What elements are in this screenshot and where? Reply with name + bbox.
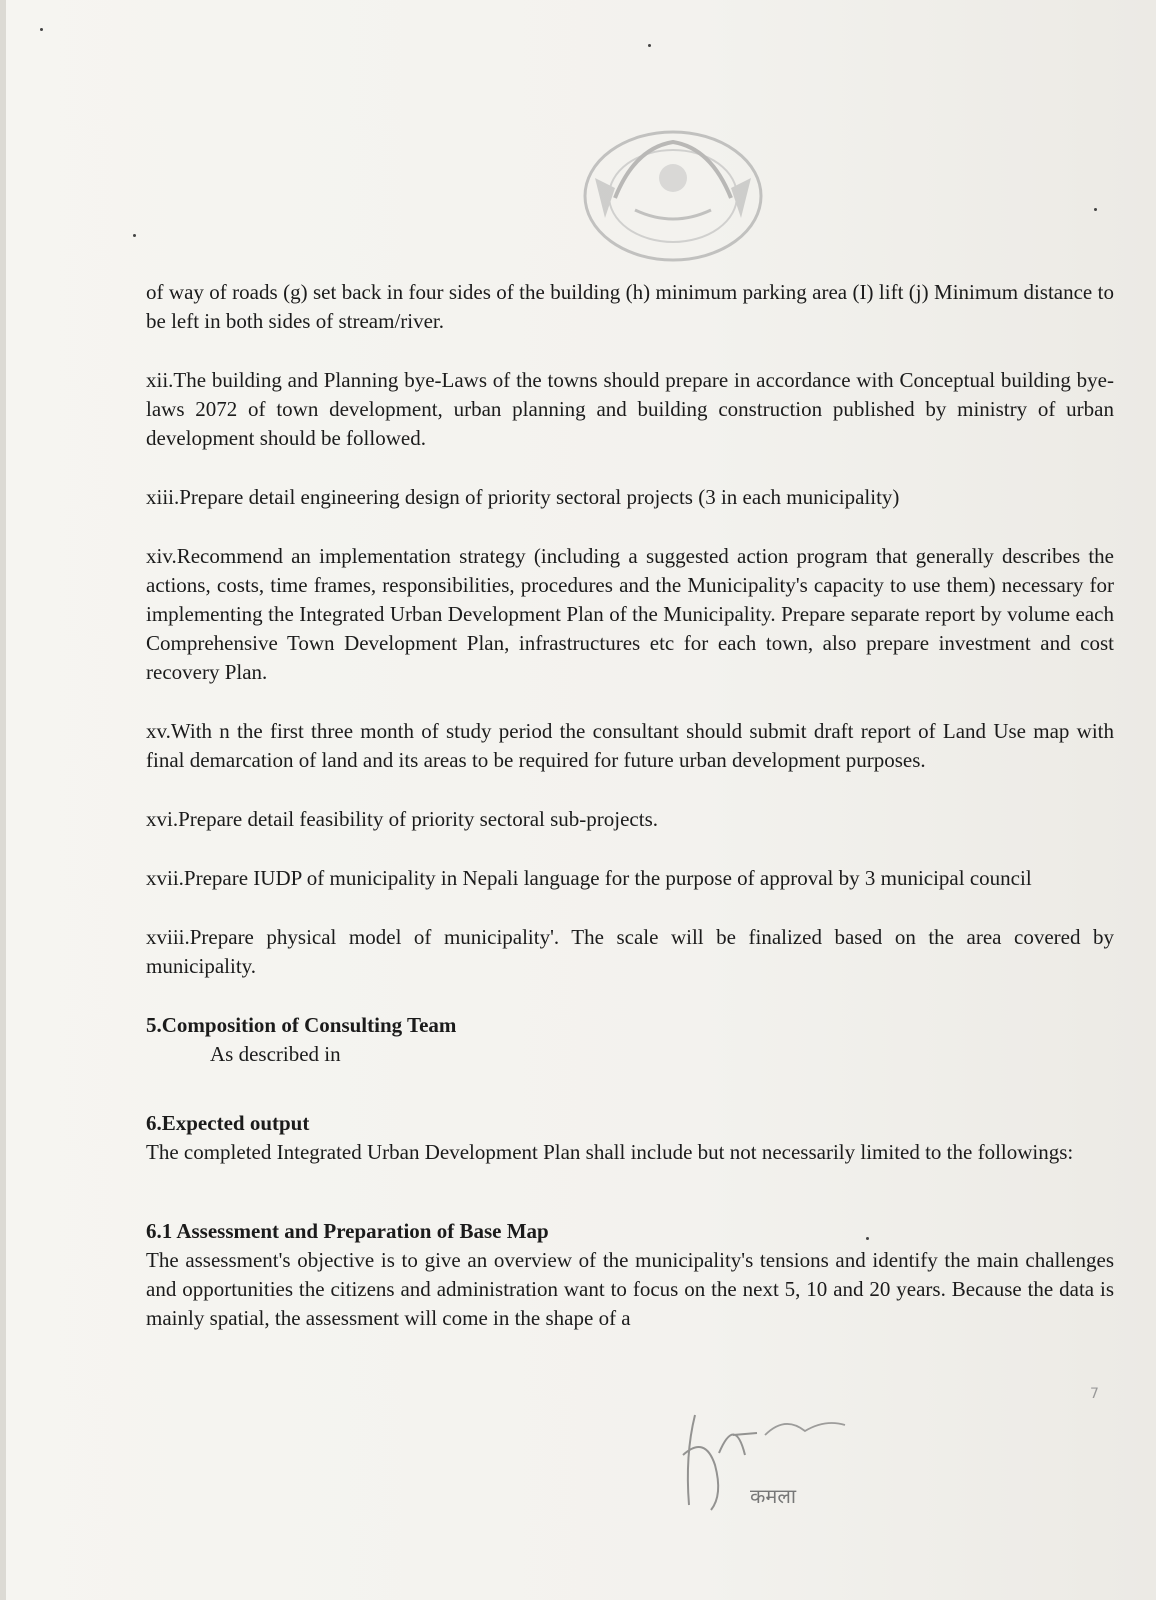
speck (40, 28, 43, 31)
speck (1094, 208, 1097, 211)
list-item-xv: xv.With n the first three month of study period the consultant should submit draft report of Land Use map with final demarcation of land and its areas to be required for future urban development purposes. (146, 719, 1114, 772)
section-6-heading: 6.Expected output (146, 1111, 310, 1135)
section-6-body: The completed Integrated Urban Development Plan shall include but not necessarily limited to the followings: (146, 1140, 1074, 1164)
list-item-xviii: xviii.Prepare physical model of municipality'. The scale will be finalized based on the area covered by municipality. (146, 925, 1114, 978)
paragraph-continued: of way of roads (g) set back in four sides of the building (h) minimum parking area (I) lift (j) Minimum distance to be left in both sides of stream/river. (146, 280, 1114, 333)
signature-name: कमला (750, 1484, 797, 1508)
section-5-body: As described in (210, 1042, 341, 1066)
section-5-heading: 5.Composition of Consulting Team (146, 1013, 457, 1037)
list-item-xii: xii.The building and Planning bye-Laws of the towns should prepare in accordance with Conceptual building bye-laws 2072 of town development, urban planning and building construction published by ministry of urban development should be followed. (146, 368, 1114, 450)
page-number: 7 (1090, 1386, 1099, 1402)
list-item-xvii: xvii.Prepare IUDP of municipality in Nepali language for the purpose of approval by 3 municipal council (146, 866, 1032, 890)
speck (133, 234, 136, 237)
section-6-1-heading: 6.1 Assessment and Preparation of Base Map (146, 1219, 549, 1243)
government-seal-icon (575, 118, 771, 268)
list-item-xiii: xiii.Prepare detail engineering design of priority sectoral projects (3 in each municipality) (146, 485, 900, 509)
list-item-xvi: xvi.Prepare detail feasibility of priority sectoral sub-projects. (146, 807, 659, 831)
speck (648, 44, 651, 47)
section-6-1-body: The assessment's objective is to give an overview of the municipality's tensions and identify the main challenges and opportunities the citizens and administration want to focus on the next 5, 10 and 20 years. Because the data is mainly spatial, the assessment will come in the shape of a (146, 1248, 1114, 1330)
document-body (146, 278, 1114, 1363)
page-edge (0, 0, 6, 1600)
list-item-xiv: xiv.Recommend an implementation strategy (including a suggested action program that generally describes the actions, costs, time frames, responsibilities, procedures and the Municipality's capacity to use them) necessary for implementing the Integrated Urban Development Plan of the Municipality. Prepare separate report by volume each Comprehensive Town Development Plan, infrastructures etc for each town, also prepare investment and cost recovery Plan. (146, 544, 1114, 684)
